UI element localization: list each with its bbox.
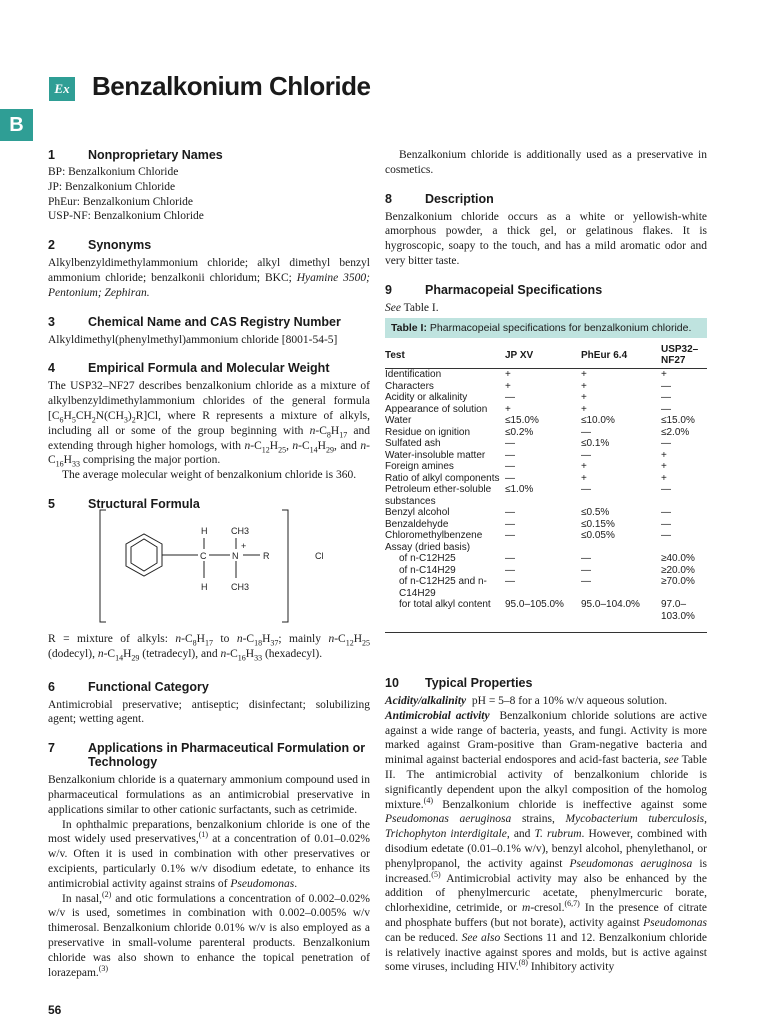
table-cell: of n-C14H29 [399, 564, 456, 576]
molecular-weight-text: The average molecular weight of benzalkonium chloride is 360. [62, 469, 357, 482]
name-bp: BP: Benzalkonium Chloride [48, 166, 179, 178]
table-cell: + [661, 461, 667, 472]
table-cell: Ratio of alkyl components [385, 472, 500, 484]
left-column [48, 148, 370, 511]
table-cell: — [661, 484, 671, 495]
table-cell: Benzaldehyde [385, 518, 449, 530]
col-usp: USP32–NF27 [661, 338, 707, 369]
page-number: 56 [48, 1003, 62, 1017]
table-cell: + [661, 472, 667, 484]
table-row [385, 438, 707, 450]
table-cell: — [581, 553, 591, 564]
table-cell: Foreign amines [385, 461, 454, 472]
struct-h-bottom: H [201, 582, 208, 592]
table-cell: of n-C12H25 [399, 553, 456, 564]
table-cell: — [505, 472, 515, 484]
table-row [385, 599, 707, 633]
table-cell: + [505, 403, 511, 415]
table-cell: ≤0.15% [581, 518, 615, 530]
antimicrobial-activity-text: Antimicrobial activity Benzalkonium chloride solutions are active against a wide range of bacteria, yeasts, and fungi. Activity is more marked against Gram-positive than Gram-negative bacteria and minimal against bacterial endospores and acid-fast bacteria, see Table II. The antimicrobial activity of benzalkonium chloride is significantly dependent upon the alkyl composition of the homolog mixture.$^{(4)}$ Benzalkonium chloride is ineffective against some Pseudomonas aeruginosa strains, Mycobacterium tuberculosis, Trichophyton interdigitale, and T. rubrum. However, combined with disodium edetate (0.01–0.1% w/v), benzyl alcohol, phenylethanol, or phenylpropanol, the activity against Pseudomonas aeruginosa is increased.$^{(5)}$ Antimicrobial activity may also be enhanced by the addition of phenylmercuric acetate, phenylmercuric borate, chlorhexidine, cetrimide, or m-cresol.$^{(6,7)}$ In the presence of citrate and phosphate buffers (but not borate), activity against Pseudomonas can be reduced. See also Sections 11 and 12. Benzalkonium chloride is relatively inactive against spores and molds, but is active against some viruses, including HIV.$^{(8)}$ Inhibitory activity [385, 709, 708, 974]
acidity-text: Acidity/alkalinity pH = 5–8 for a 10% w/v aqueous solution. [385, 695, 668, 707]
table-cell: Characters [385, 380, 434, 392]
table-cell: + [581, 461, 587, 472]
table-cell: Water [385, 415, 412, 426]
table-row [385, 450, 707, 462]
structural-formula-diagram [96, 508, 346, 624]
cosmetics-text: Benzalkonium chloride is additionally used as a preservative in cosmetics. [385, 149, 707, 176]
section-9-heading: 9 Pharmacopeial Specifications [385, 282, 603, 297]
page-title: Benzalkonium Chloride [92, 71, 371, 101]
table-row [385, 530, 707, 542]
section-10-heading: 10 Typical Properties [385, 676, 533, 690]
table-row [385, 473, 707, 485]
table-row [385, 565, 707, 577]
table-cell: Residue on ignition [385, 426, 471, 438]
table-row [385, 519, 707, 531]
see-table-text: See Table I. [385, 301, 439, 314]
right-column [385, 148, 707, 316]
table-cell [661, 542, 707, 554]
col-jp: JP XV [505, 338, 581, 369]
table-cell: — [661, 518, 671, 530]
table-row [385, 427, 707, 439]
synonyms-text: Alkylbenzyldimethylammonium chloride; alkyl dimethyl benzyl ammonium chloride; benzalkonii chloridum; BKC; Hyamine 3500; Pentonium; Zephiran. [48, 257, 370, 299]
table-cell: Sulfated ash [385, 438, 441, 449]
table-cell: + [581, 369, 587, 380]
struct-h-top: H [201, 526, 208, 536]
name-uspnf: USP-NF: Benzalkonium Chloride [48, 210, 204, 223]
table-row [385, 404, 707, 416]
excipient-logo-icon: Ex [49, 77, 75, 101]
table-cell: ≤1.0% [505, 484, 534, 495]
applications-paragraph-3: In nasal,$^{(2)}$ and otic formulations a concentration of 0.002–0.02% w/v is used, sometimes in combination with 0.002–0.005% w/v thimerosal. Benzalkonium chloride 0.01% w/v is also employed as a preservative in small-volume parenteral products. Benzalkonium chloride was also shown to enhance the topical penetration of lorazepam.$^{(3)}$ [48, 889, 370, 979]
table-cell: ≥70.0% [661, 576, 695, 587]
section-8-heading: 8 Description [385, 191, 494, 206]
col-pheur: PhEur 6.4 [581, 338, 661, 369]
table-cell: Identification [385, 369, 442, 380]
struct-ch3-top: CH3 [231, 526, 250, 536]
table-cell: ≤15.0% [661, 415, 695, 426]
table-cell: + [505, 369, 511, 380]
table-row [385, 542, 707, 554]
table-cell: — [661, 403, 671, 415]
table-cell: — [505, 564, 515, 576]
r-definition-text: R = mixture of alkyls: $n-C_8H_{17}$ to $n-C_{18}H_{37}$; mainly $n-C_{12}H_{25}$ (dodecyl), $n-C_{14}H_{29}$ (tetradecyl), and $n-C_{16}H_{33}$ (hexadecyl). [48, 633, 371, 663]
struct-plus: + [241, 541, 247, 551]
table-cell: Acidity or alkalinity [385, 392, 468, 403]
table-cell: — [661, 380, 671, 392]
table-row [385, 461, 707, 473]
table-cell: + [661, 369, 667, 380]
section-5-heading: 5 Structural Formula [48, 496, 200, 511]
table-cell [505, 542, 581, 554]
table-row [385, 381, 707, 393]
section-4-heading: 4 Empirical Formula and Molecular Weight [48, 361, 330, 376]
table-cell: — [581, 484, 591, 495]
struct-ch3-bottom: CH3 [231, 582, 250, 592]
table-cell: for total alkyl content [385, 599, 505, 633]
table-caption: Table I: Pharmacopeial specifications for benzalkonium chloride. [385, 318, 707, 338]
table-cell: ≥40.0% [661, 553, 695, 564]
left-column-lower [48, 632, 370, 980]
table-cell: + [581, 380, 587, 392]
table-cell: — [505, 576, 515, 587]
struct-r: R [263, 551, 270, 561]
section-2-heading: 2 Synonyms [48, 238, 152, 253]
table-row [385, 484, 707, 507]
col-test: Test [385, 338, 505, 369]
table-cell: ≤0.2% [505, 426, 534, 438]
table-cell: 97.0–103.0% [661, 599, 707, 633]
struct-n: N [232, 551, 239, 561]
table-cell: + [581, 403, 587, 415]
chemical-name-text: Alkyldimethyl(phenylmethyl)ammonium chloride [8001-54-5] [48, 333, 338, 346]
applications-paragraph-2: In ophthalmic preparations, benzalkonium chloride is one of the most widely used preservatives,$^{(1)}$ at a concentration of 0.01–0.02% w/v. Often it is used in combination with other preservatives or excipients, particularly 0.1% w/v disodium edetate, to enhance its antimicrobial activity against strains of Pseudomonas. [48, 818, 370, 890]
table-cell: — [661, 438, 671, 449]
table-cell: ≤15.0% [505, 415, 539, 426]
table-cell: Water-insoluble matter [385, 449, 486, 461]
struct-cl: Cl [315, 551, 324, 561]
table-row [385, 507, 707, 519]
table-row [385, 392, 707, 404]
table-cell: Assay (dried basis) [385, 541, 471, 553]
table-cell: — [581, 449, 591, 461]
table-cell: — [661, 530, 671, 541]
specifications-table [385, 318, 707, 633]
section-1-heading: 1 Nonproprietary Names [48, 148, 223, 162]
applications-paragraph-1: Benzalkonium chloride is a quaternary ammonium compound used in pharmaceutical formulations as an antimicrobial preservative in applications similar to other cationic surfactants, such as cetrimide. [48, 774, 370, 816]
name-jp: JP: Benzalkonium Chloride [48, 180, 176, 193]
table-row [385, 415, 707, 427]
right-column-lower [385, 676, 707, 975]
table-cell: Benzyl alcohol [385, 507, 450, 518]
formula-paragraph: The USP32–NF27 describes benzalkonium chloride as a mixture of alkylbenzyldimethylammonium chlorides of the general formula $[C_6H_5CH_2N(CH_3)_2R]Cl$, where R represents a mixture of alkyls, including all or some of the group beginning with $n-C_8H_{17}$ and extending through higher homologs, with $n-C_{12}H_{25}$, $n-C_{14}H_{29}$, and $n-C_{16}H_{33}$ comprising the major portion. [48, 380, 371, 469]
table-row [385, 369, 707, 381]
table-cell: — [505, 518, 515, 530]
table-cell: + [581, 472, 587, 484]
table-row [385, 576, 707, 599]
description-text: Benzalkonium chloride occurs as a white or yellowish-white amorphous powder, a thick gel, or gelatinous flakes. It is hygroscopic, soapy to the touch, and has a mild aromatic odor and very bitter taste. [385, 210, 707, 267]
table-cell: — [505, 507, 515, 518]
section-7-heading: 7 Applications in Pharmaceutical Formulation or Technology [48, 741, 366, 770]
table-cell: — [505, 461, 515, 472]
table-cell [581, 542, 661, 554]
table-cell: + [661, 449, 667, 461]
table-cell: — [581, 576, 591, 587]
table-cell: — [661, 507, 671, 518]
table-cell: + [581, 392, 587, 403]
table-cell: — [505, 438, 515, 449]
section-6-heading: 6 Functional Category [48, 679, 209, 694]
table-cell: — [505, 553, 515, 564]
name-pheur: PhEur: Benzalkonium Chloride [48, 195, 194, 208]
table-cell: + [505, 380, 511, 392]
table-cell: — [581, 426, 591, 438]
table-cell: ≤0.05% [581, 530, 615, 541]
table-cell: ≤0.1% [581, 438, 610, 449]
table-cell: — [581, 564, 591, 576]
section-3-heading: 3 Chemical Name and CAS Registry Number [48, 314, 341, 329]
table-cell: ≥20.0% [661, 564, 695, 576]
table-cell: — [505, 530, 515, 541]
table-cell: 95.0–105.0% [505, 599, 581, 633]
table-cell: 95.0–104.0% [581, 599, 661, 633]
table-cell: — [661, 392, 671, 403]
table-cell: of n-C12H25 and n-C14H29 [399, 576, 487, 599]
struct-c: C [200, 551, 207, 561]
table-cell: Petroleum ether-soluble substances [385, 484, 492, 507]
table-cell: ≤0.5% [581, 507, 610, 518]
table-cell: Appearance of solution [385, 403, 488, 415]
section-tab-b: B [0, 109, 33, 141]
table-cell: Chloromethylbenzene [385, 530, 483, 541]
table-cell: ≤10.0% [581, 415, 615, 426]
table-cell: — [505, 392, 515, 403]
table-row [385, 553, 707, 565]
table-header-row [385, 338, 707, 369]
table-cell: — [505, 449, 515, 461]
functional-category-text: Antimicrobial preservative; antiseptic; disinfectant; solubilizing agent; wetting agent. [48, 698, 370, 726]
table-cell: ≤2.0% [661, 426, 690, 438]
